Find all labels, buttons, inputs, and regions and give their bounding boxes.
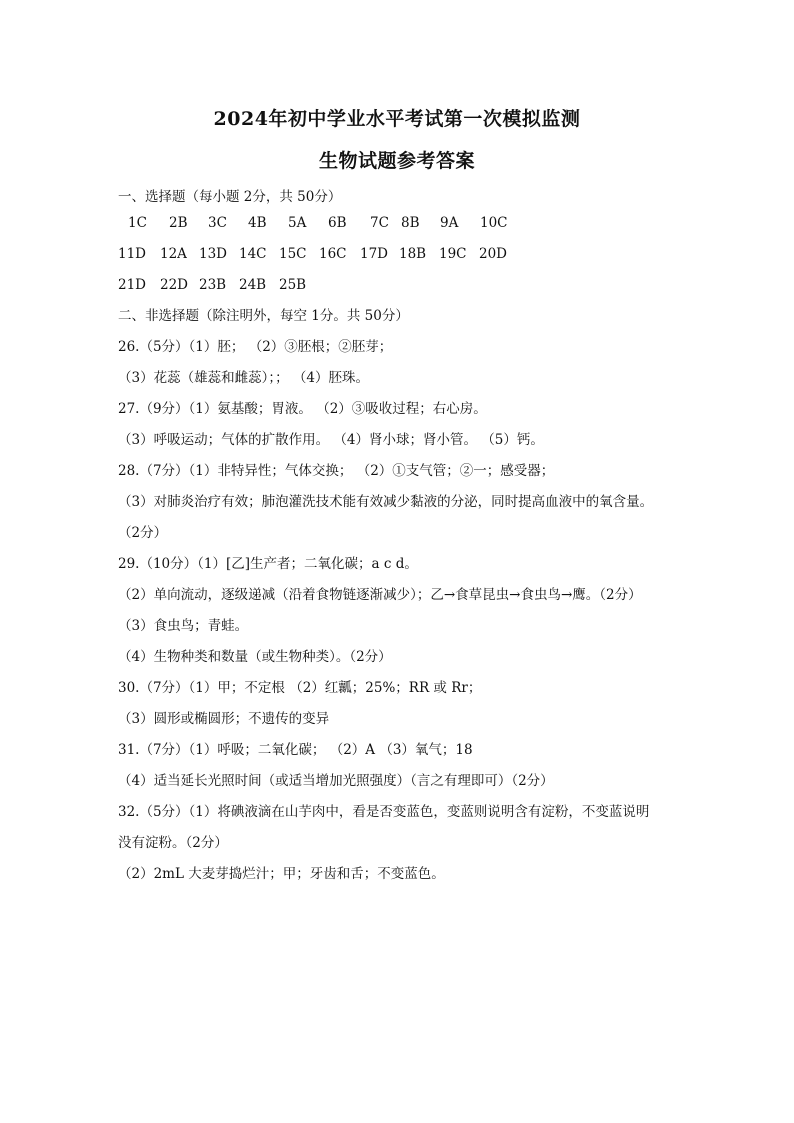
answer-item: 20D bbox=[479, 246, 508, 262]
answer-item: 2B bbox=[169, 215, 188, 231]
answer-line: （2）2mL 大麦芽捣烂汁；甲；牙齿和舌；不变蓝色。 bbox=[118, 866, 445, 882]
answer-item: 13D bbox=[199, 246, 228, 262]
answer-item: 23B bbox=[199, 277, 227, 293]
answer-item: 19C bbox=[439, 246, 467, 262]
answer-line: （3）圆形或椭圆形；不遗传的变异 bbox=[118, 711, 330, 727]
answer-line: 27.（9分）（1）氨基酸；胃液。 （2）③吸收过程；右心房。 bbox=[118, 401, 487, 417]
answer-line: （3）食虫鸟；青蛙。 bbox=[118, 618, 249, 634]
answer-line: 31.（7分）（1）呼吸；二氧化碳； （2）A （3）氧气；18 bbox=[118, 742, 473, 758]
answer-line: （4）适当延长光照时间（或适当增加光照强度）（言之有理即可）（2分） bbox=[118, 773, 554, 789]
answer-item: 16C bbox=[319, 246, 347, 262]
answer-line: 没有淀粉。（2分） bbox=[118, 835, 228, 851]
answer-item: 6B bbox=[328, 215, 347, 231]
section1-heading: 一、选择题（每小题 2分，共 50分） bbox=[118, 189, 342, 205]
answer-item: 1C bbox=[128, 215, 147, 231]
answer-line: 28.（7分）（1）非特异性；气体交换； （2）①支气管；②一；感受器； bbox=[118, 463, 555, 479]
page-title: 2024年初中学业水平考试第一次模拟监测 bbox=[213, 108, 581, 130]
answer-line: （3）对肺炎治疗有效；肺泡灌洗技术能有效减少黏液的分泌，同时提高血液中的氧含量。 bbox=[118, 494, 654, 510]
answer-line: （4）生物种类和数量（或生物种类）。（2分） bbox=[118, 649, 392, 665]
answer-item: 12A bbox=[160, 246, 187, 262]
answer-item: 3C bbox=[208, 215, 227, 231]
answer-item: 14C bbox=[239, 246, 267, 262]
answer-item: 11D bbox=[118, 246, 147, 262]
answer-item: 21D bbox=[118, 277, 147, 293]
answer-line: （3）呼吸运动；气体的扩散作用。 （4）肾小球；肾小管。 （5）钙。 bbox=[118, 432, 544, 448]
answer-item: 24B bbox=[239, 277, 267, 293]
answer-item: 15C bbox=[279, 246, 307, 262]
answer-item: 17D bbox=[360, 246, 389, 262]
answer-line: 26.（5分）（1）胚； （2）③胚根；②胚芽； bbox=[118, 339, 393, 355]
answer-item: 5A bbox=[288, 215, 307, 231]
page-subtitle: 生物试题参考答案 bbox=[318, 150, 475, 172]
answer-item: 10C bbox=[480, 215, 508, 231]
answer-item: 22D bbox=[160, 277, 189, 293]
answer-item: 8B bbox=[401, 215, 420, 231]
answer-line: 29.（10分）（1）[乙]生产者；二氧化碳；a c d。 bbox=[118, 556, 418, 572]
answer-line: （2分） bbox=[118, 525, 168, 541]
answer-item: 9A bbox=[440, 215, 459, 231]
answer-item: 25B bbox=[279, 277, 307, 293]
answer-item: 18B bbox=[399, 246, 427, 262]
answer-line: （3）花蕊（雄蕊和雌蕊）；； （4）胚珠。 bbox=[118, 370, 369, 386]
section2-heading: 二、非选择题（除注明外，每空 1分。共 50分） bbox=[118, 308, 409, 324]
answer-line: （2）单向流动，逐级递减（沿着食物链逐渐减少）；乙→食草昆虫→食虫鸟→鹰。（2分） bbox=[118, 587, 642, 603]
answer-item: 4B bbox=[248, 215, 267, 231]
answer-item: 7C bbox=[370, 215, 389, 231]
answer-line: 30.（7分）（1）甲；不定根 （2）红瓤；25%；RR 或 Rr； bbox=[118, 680, 482, 696]
answer-line: 32.（5分）（1）将碘液滴在山芋肉中，看是否变蓝色，变蓝则说明含有淀粉，不变蓝说明 bbox=[118, 804, 650, 820]
